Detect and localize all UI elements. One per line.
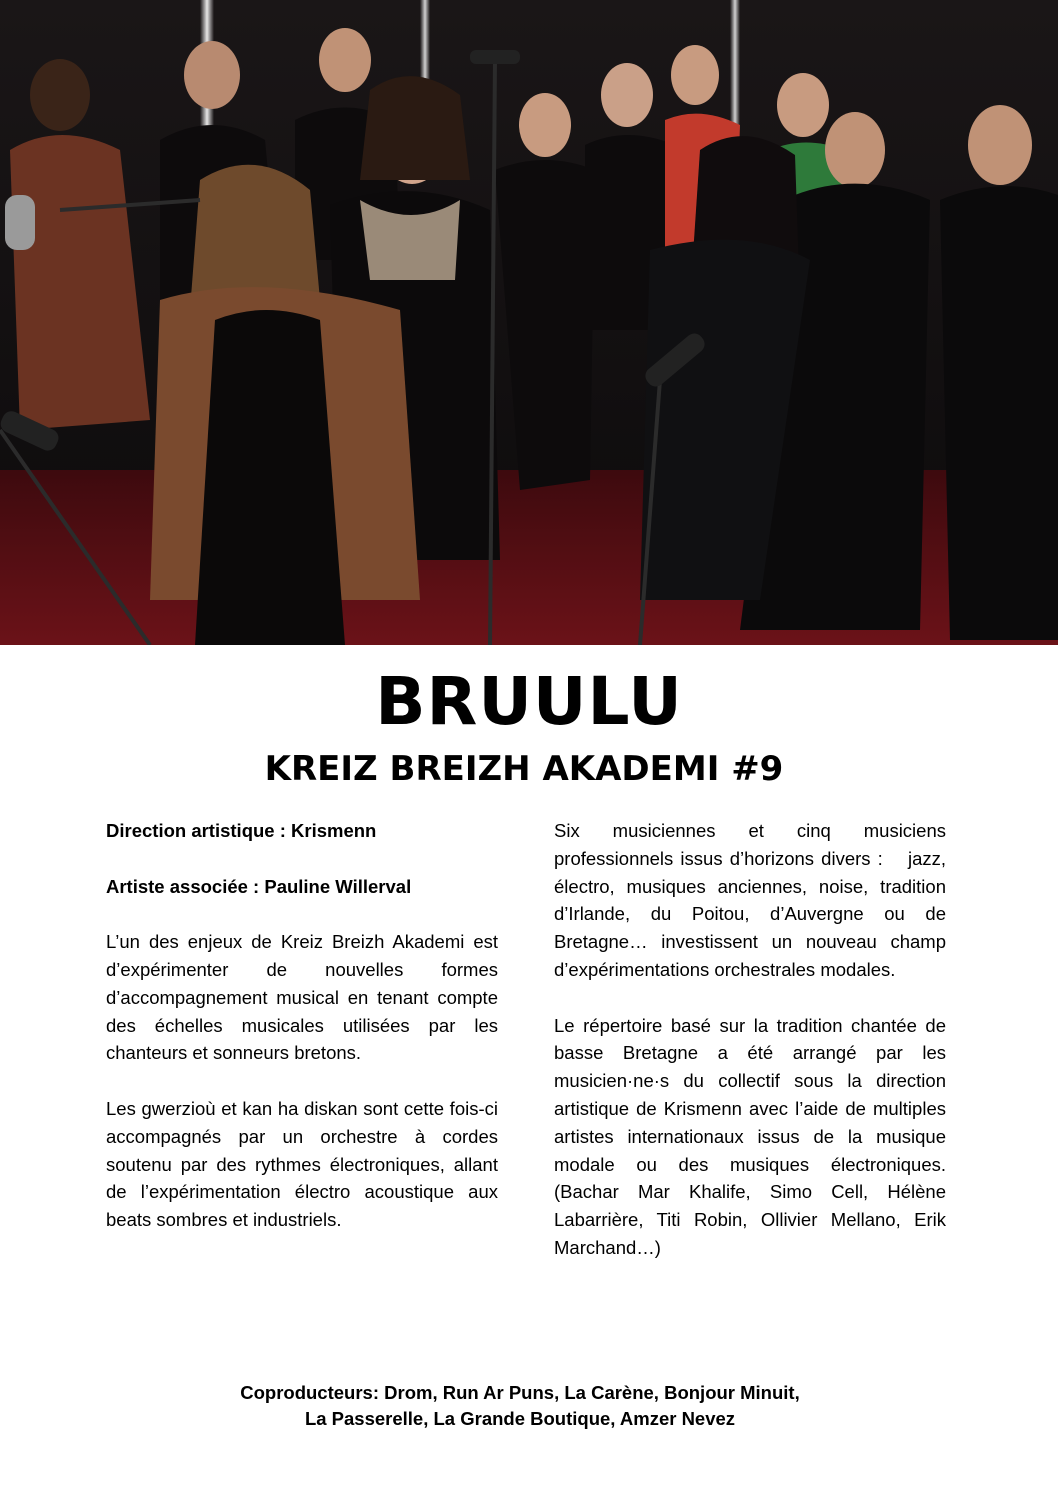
left-column xyxy=(106,817,498,1262)
right-paragraph-2: Le répertoire basé sur la tradition chantée de basse Bretagne a été arrangé par les musicien·ne·s du collectif sous la direction artistique de Krismenn avec l’aide de multiples artistes internationaux issus de la musique modale ou des musiques électroniques. (Bachar Mar Khalife, Simo Cell, Hélène Labarrière, Titi Robin, Ollivier Mellano, Erik Marchand…) xyxy=(554,1014,946,1258)
coproducers xyxy=(0,1380,1040,1432)
right-paragraph-1-rest: jazz, électro, musiques anciennes, noise, tradition d’Irlande, du Poitou, d’Auvergne ou de Bretagne… investissent un nouveau champ d’expérimentations orchestrales modales. xyxy=(554,847,946,980)
coproducers-line-2: La Passerelle, La Grande Boutique, Amzer Nevez xyxy=(304,1408,736,1429)
coproducers-line-1: Coproducteurs: Drom, Run Ar Puns, La Carène, Bonjour Minuit, xyxy=(240,1382,800,1403)
artistic-direction-credit: Direction artistique : Krismenn xyxy=(106,820,377,841)
page-subtitle: KREIZ BREIZH AKADEMI #9 xyxy=(264,749,784,789)
left-paragraph-2: Les gwerzioù et kan ha diskan sont cette fois-ci accompagnés par un orchestre à cordes soutenu par des rythmes électroniques, allant de l’expérimentation électro acoustique aux beats sombres et industriels. xyxy=(106,1097,498,1231)
right-paragraph-1 xyxy=(554,817,946,984)
associate-artist-credit: Artiste associée : Pauline Willerval xyxy=(106,875,412,897)
group-photo-illustration xyxy=(0,0,1058,645)
page-title: BRUULU xyxy=(375,663,683,740)
left-paragraph-1: L’un des enjeux de Kreiz Breizh Akademi est d’expérimenter de nouvelles formes d’accompagnement musical en tenant compte des échelles musicales utilisées par les chanteurs et sonneurs bretons. xyxy=(106,931,498,1064)
group-photo xyxy=(0,0,1058,645)
right-paragraph-1-intro: Six musiciennes et cinq musiciens professionnels issus d’horizons divers : xyxy=(554,820,946,869)
right-column xyxy=(554,817,946,1290)
